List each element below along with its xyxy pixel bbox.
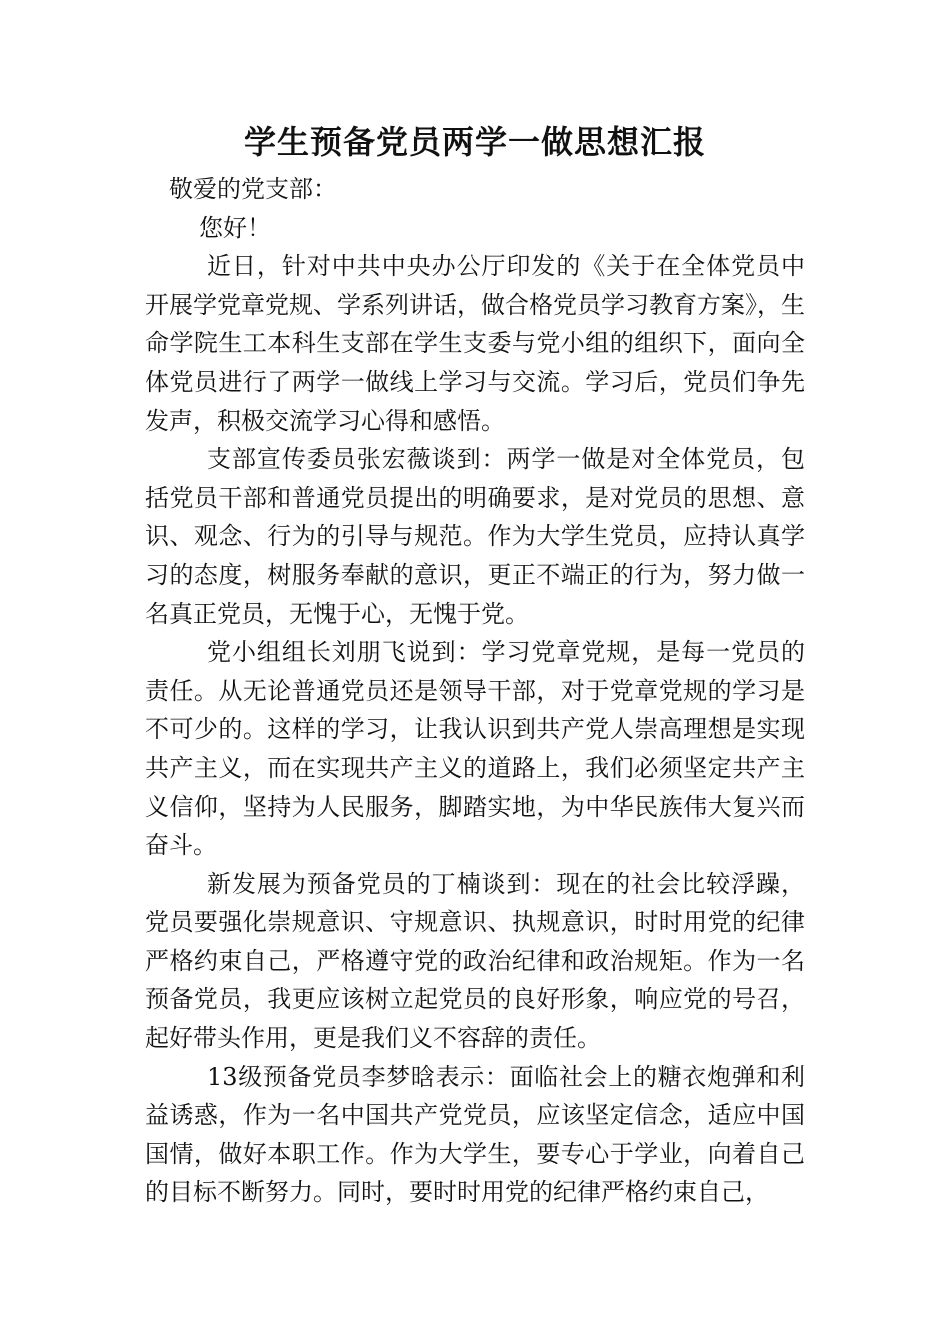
paragraph-4: 新发展为预备党员的丁楠谈到：现在的社会比较浮躁，党员要强化崇规意识、守规意识、执规意识，时时用党的纪律严格约束自己，严格遵守党的政治纪律和政治规矩。作为一名预备党员，我更应该树立起党员的良好形象，响应党的号召，起好带头作用，更是我们义不容辞的责任。 [145,869,805,1053]
document-body [145,170,805,1212]
greeting: 您好！ [199,213,271,242]
document-title: 学生预备党员两学一做思想汇报 [243,123,706,161]
paragraph-5: 13级预备党员李梦晗表示：面临社会上的糖衣炮弹和利益诱惑，作为一名中国共产党党员，应该坚定信念，适应中国国情，做好本职工作。作为大学生，要专心于学业，向着自己的目标不断努力。同时，要时时用党的纪律严格约束自己， [145,1062,805,1207]
salutation: 敬爱的党支部： [169,175,337,203]
paragraph-1: 近日，针对中共中央办公厅印发的《关于在全体党员中开展学党章党规、学系列讲话，做合格党员学习教育方案》，生命学院生工本科生支部在学生支委与党小组的组织下，面向全体党员进行了两学一做线上学习与交流。学习后，党员们争先发声，积极交流学习心得和感悟。 [145,252,805,435]
paragraph-2: 支部宣传委员张宏薇谈到：两学一做是对全体党员，包括党员干部和普通党员提出的明确要求，是对党员的思想、意识、观念、行为的引导与规范。作为大学生党员，应持认真学习的态度，树服务奉献的意识，更正不端正的行为，努力做一名真正党员，无愧于心，无愧于党。 [145,445,805,628]
paragraph-3: 党小组组长刘朋飞说到：学习党章党规，是每一党员的责任。从无论普通党员还是领导干部，对于党章党规的学习是不可少的。这样的学习，让我认识到共产党人崇高理想是实现共产主义，而在实现共产主义的道路上，我们必须坚定共产主义信仰，坚持为人民服务，脚踏实地，为中华民族伟大复兴而奋斗。 [145,638,805,860]
